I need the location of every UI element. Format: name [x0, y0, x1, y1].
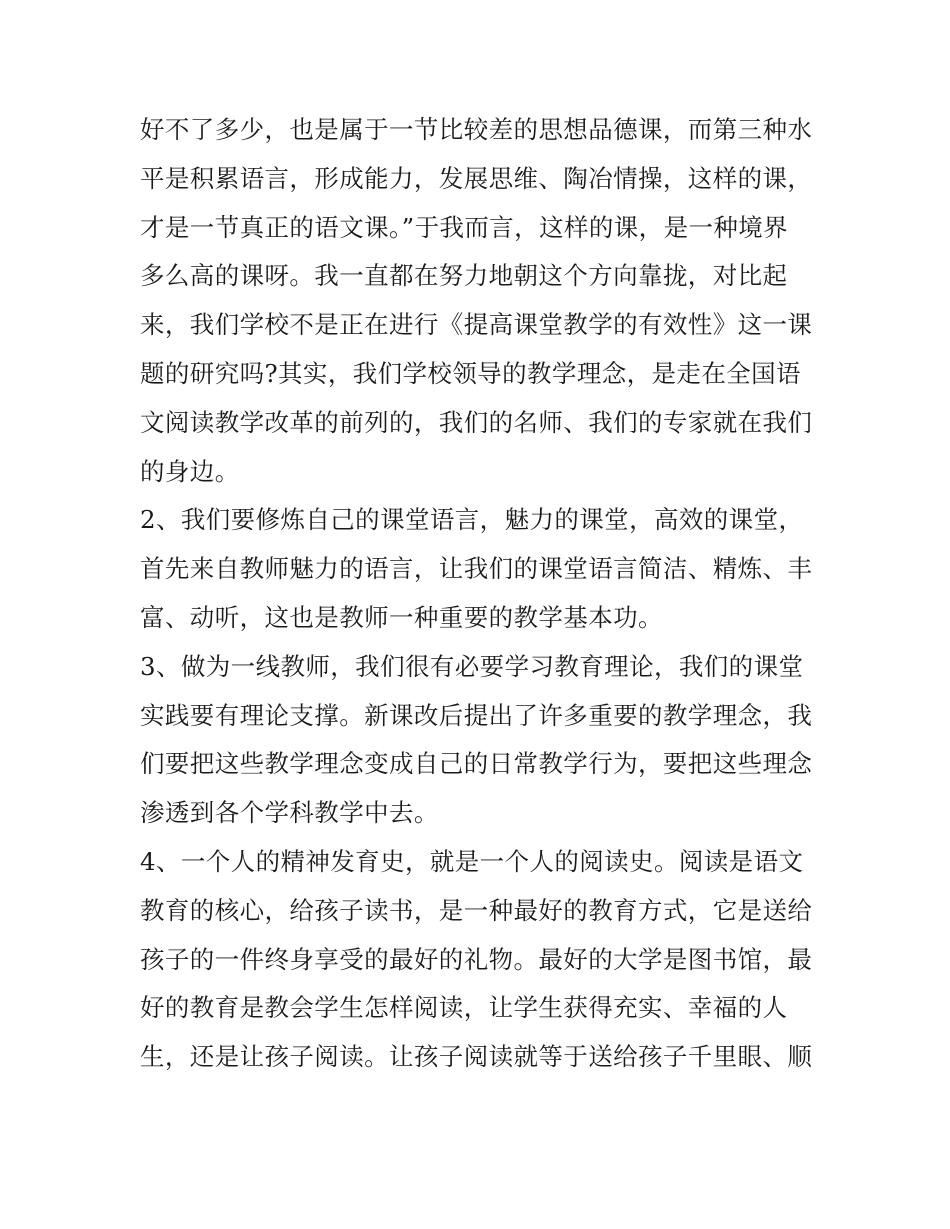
text-line: 的身边。 — [140, 456, 240, 486]
text-line: 来，我们学校不是正在进行《提高课堂教学的有效性》这一课 — [140, 310, 813, 340]
text-line: 才是一节真正的语文课。”于我而言，这样的课，是一种境界 — [140, 212, 789, 242]
text-line: 文阅读教学改革的前列的，我们的名师、我们的专家就在我们 — [140, 407, 813, 437]
text-line: 孩子的一件终身享受的最好的礼物。最好的大学是图书馆，最 — [140, 944, 813, 974]
text-line: 3、做为一线教师，我们很有必要学习教育理论，我们的课堂 — [140, 651, 804, 681]
text-line: 多么高的课呀。我一直都在努力地朝这个方向靠拢，对比起 — [140, 261, 788, 291]
text-line: 好的教育是教会学生怎样阅读，让学生获得充实、幸福的人 — [140, 993, 788, 1023]
text-line: 平是积累语言，形成能力，发展思维、陶冶情操，这样的课， — [140, 163, 813, 193]
text-line: 富、动听，这也是教师一种重要的教学基本功。 — [140, 602, 663, 632]
text-line: 好不了多少，也是属于一节比较差的思想品德课，而第三种水 — [140, 115, 813, 144]
text-line: 4、一个人的精神发育史，就是一个人的阅读史。阅读是语文 — [140, 846, 804, 876]
text-line: 实践要有理论支撑。新课改后提出了许多重要的教学理念，我 — [140, 700, 813, 730]
text-line: 首先来自教师魅力的语言，让我们的课堂语言简洁、精炼、丰 — [140, 554, 813, 584]
text-line: 渗透到各个学科教学中去。 — [140, 798, 439, 828]
text-line: 2、我们要修炼自己的课堂语言，魅力的课堂，高效的课堂， — [140, 505, 804, 535]
text-line: 题的研究吗?其实，我们学校领导的教学理念，是走在全国语 — [140, 358, 801, 388]
text-line: 教育的核心，给孩子读书，是一种最好的教育方式，它是送给 — [140, 895, 813, 925]
text-line: 们要把这些教学理念变成自己的日常教学行为，要把这些理念 — [140, 749, 813, 779]
text-line: 生，还是让孩子阅读。让孩子阅读就等于送给孩子千里眼、顺 — [140, 1042, 813, 1072]
body-text — [140, 106, 820, 1082]
